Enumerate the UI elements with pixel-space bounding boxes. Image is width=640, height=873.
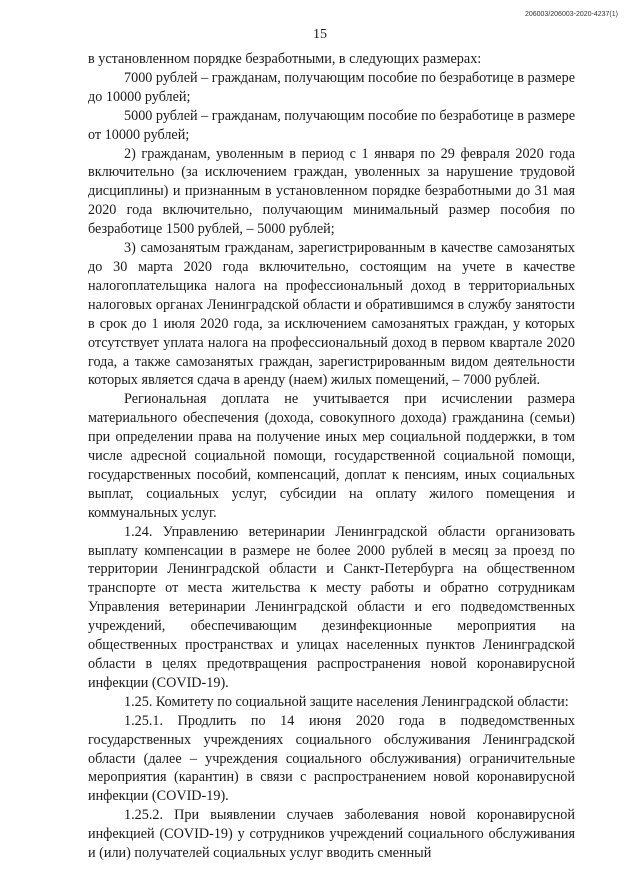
paragraph-1: в установленном порядке безработными, в следующих размерах: [88,51,482,67]
paragraph-9: 1.25.1. Продлить по 14 июня 2020 года в подведомственных государственных учреждениях социального обслуживания Ленинградской области (далее – учреждения социального обслуживания) ограничительные мероприятия (карантин) в связи с распространением новой коронавирусной инфекции (COVID-19). [88,712,575,805]
paragraph-5: 3) самозанятым гражданам, зарегистрированным в качестве самозанятых до 30 марта 2020 года включительно, состоящим на учете в качестве налогоплательщика налога на профессиональный доход в территориальных налоговых органах Ленинградской области и обратившимся в службу занятости в срок до 1 июля 2020 года, за исключением самозанятых граждан, у которых отсутствует уплата налога на профессиональный доход в первом квартале 2020 года, а также самозанятых граждан, зарегистрированным видом деятельности которых является сдача в аренду (наем) жилых помещений, – 7000 рублей. [88,240,575,389]
document-body [88,50,575,863]
page-number: 15 [313,27,327,42]
paragraph-6: Региональная доплата не учитывается при исчислении размера материального обеспечения (дохода, совокупного дохода) гражданина (семьи) при определении права на получение иных мер социальной поддержки, в том числе адресной социальной помощи, государственной социальной помощи, государственных пособий, компенсаций, доплат к пенсиям, иных социальных выплат, социальных услуг, субсидии на оплату жилого помещения и коммунальных услуг. [88,391,575,521]
paragraph-7: 1.24. Управлению ветеринарии Ленинградской области организовать выплату компенсации в размере не более 2000 рублей в месяц за проезд по территории Ленинградской области и Санкт-Петербурга на общественном транспорте от места жительства к месту работы и обратно сотрудникам Управления ветеринарии Ленинградской области и его подведомственных учреждений, обеспечивающим дезинфекционные мероприятия на общественных пространствах и улицах населенных пунктов Ленинградской области в целях предотвращения распространения новой коронавирусной инфекции (COVID-19). [88,523,575,691]
paragraph-2: 7000 рублей – гражданам, получающим пособие по безработице в размере до 10000 рублей; [88,69,575,105]
paragraph-8: 1.25. Комитету по социальной защите населения Ленинградской области: [124,693,569,710]
paragraph-3: 5000 рублей – гражданам, получающим пособие по безработице в размере от 10000 рублей; [88,107,575,143]
document-id: 206003/206003-2020-4237(1) [524,11,618,18]
paragraph-4: 2) гражданам, уволенным в период с 1 января по 29 февраля 2020 года включительно (за исключением граждан, уволенных за нарушение трудовой дисциплины) и признанным в установленном порядке безработными до 31 мая 2020 года включительно, получающим минимальный размер пособия по безработице 1500 рублей, – 5000 рублей; [88,145,575,238]
paragraph-10: 1.25.2. При выявлении случаев заболевания новой коронавирусной инфекцией (COVID-19) у сотрудников учреждений социального обслуживания и (или) получателей социальных услуг вводить сменный [88,807,575,862]
